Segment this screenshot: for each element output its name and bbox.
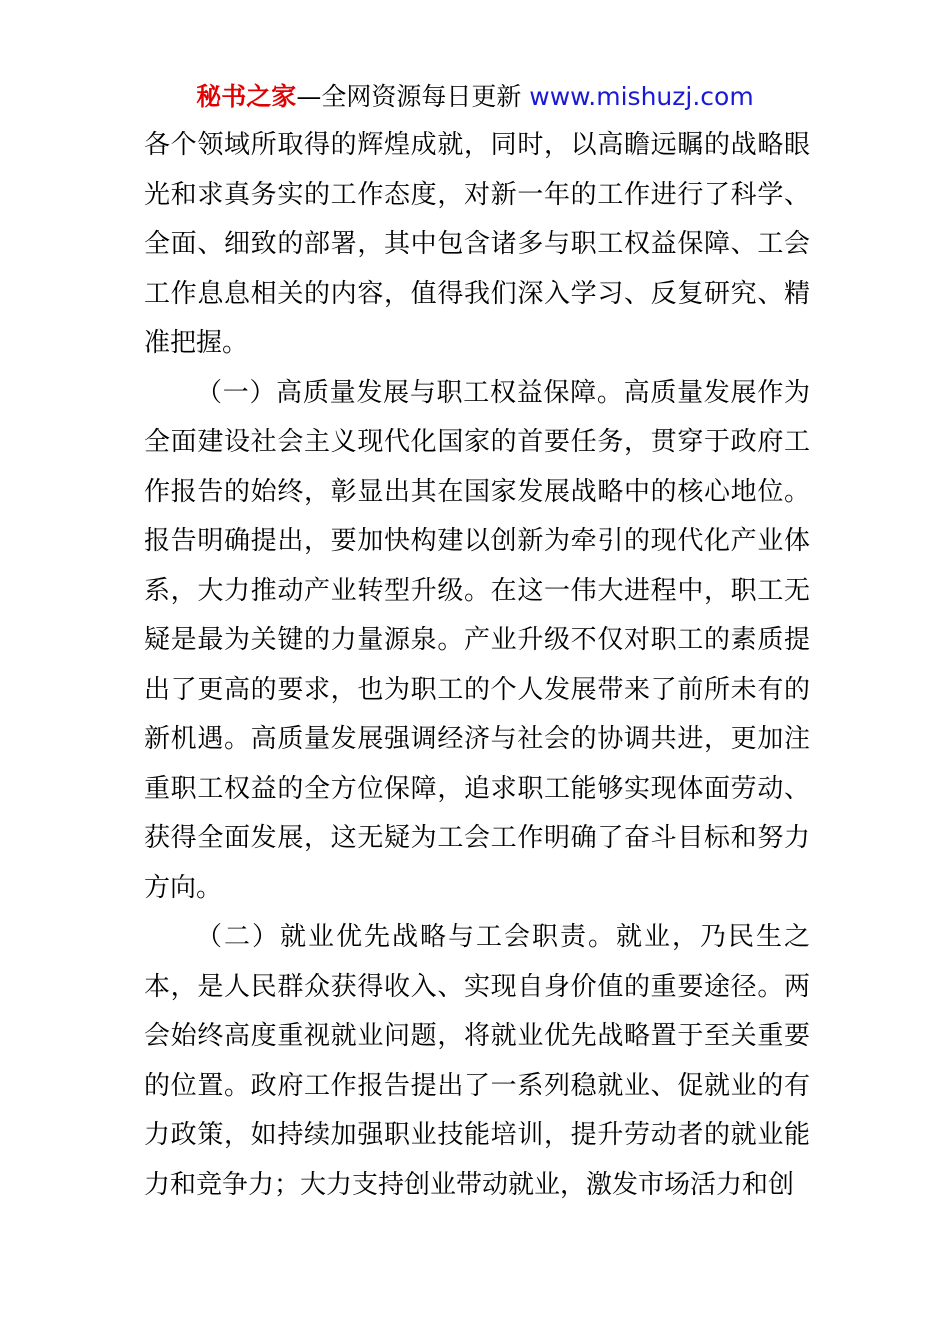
site-header	[0, 81, 950, 113]
paragraph-section-2: （二）就业优先战略与工会职责。就业，乃民生之本，是人民群众获得收入、实现自身价值的重要途径。两会始终高度重视就业问题，将就业优先战略置于至关重要的位置。政府工作报告提出了一系列稳就业、促就业的有力政策，如持续加强职业技能培训，提升劳动者的就业能力和竞争力；大力支持创业带动就业，激发市场活力和创	[144, 922, 810, 1200]
header-tagline: —全网资源每日更新	[296, 82, 530, 111]
paragraph-section-1: （一）高质量发展与职工权益保障。高质量发展作为全面建设社会主义现代化国家的首要任务，贯穿于政府工作报告的始终，彰显出其在国家发展战略中的核心地位。报告明确提出，要加快构建以创新为牵引的现代化产业体系，大力推动产业转型升级。在这一伟大进程中，职工无疑是最为关键的力量源泉。产业升级不仅对职工的素质提出了更高的要求，也为职工的个人发展带来了前所未有的新机遇。高质量发展强调经济与社会的协调共进，更加注重职工权益的全方位保障，追求职工能够实现体面劳动、获得全面发展，这无疑为工会工作明确了奋斗目标和努力方向。	[144, 377, 810, 903]
site-url-link[interactable]: www.mishuzj.com	[529, 82, 754, 111]
brand-name: 秘书之家	[196, 82, 297, 111]
paragraph-continuation: 各个领域所取得的辉煌成就，同时，以高瞻远瞩的战略眼光和求真务实的工作态度，对新一年的工作进行了科学、全面、细致的部署，其中包含诸多与职工权益保障、工会工作息息相关的内容，值得我们深入学习、反复研究、精准把握。	[144, 130, 810, 358]
document-body	[144, 121, 810, 1210]
